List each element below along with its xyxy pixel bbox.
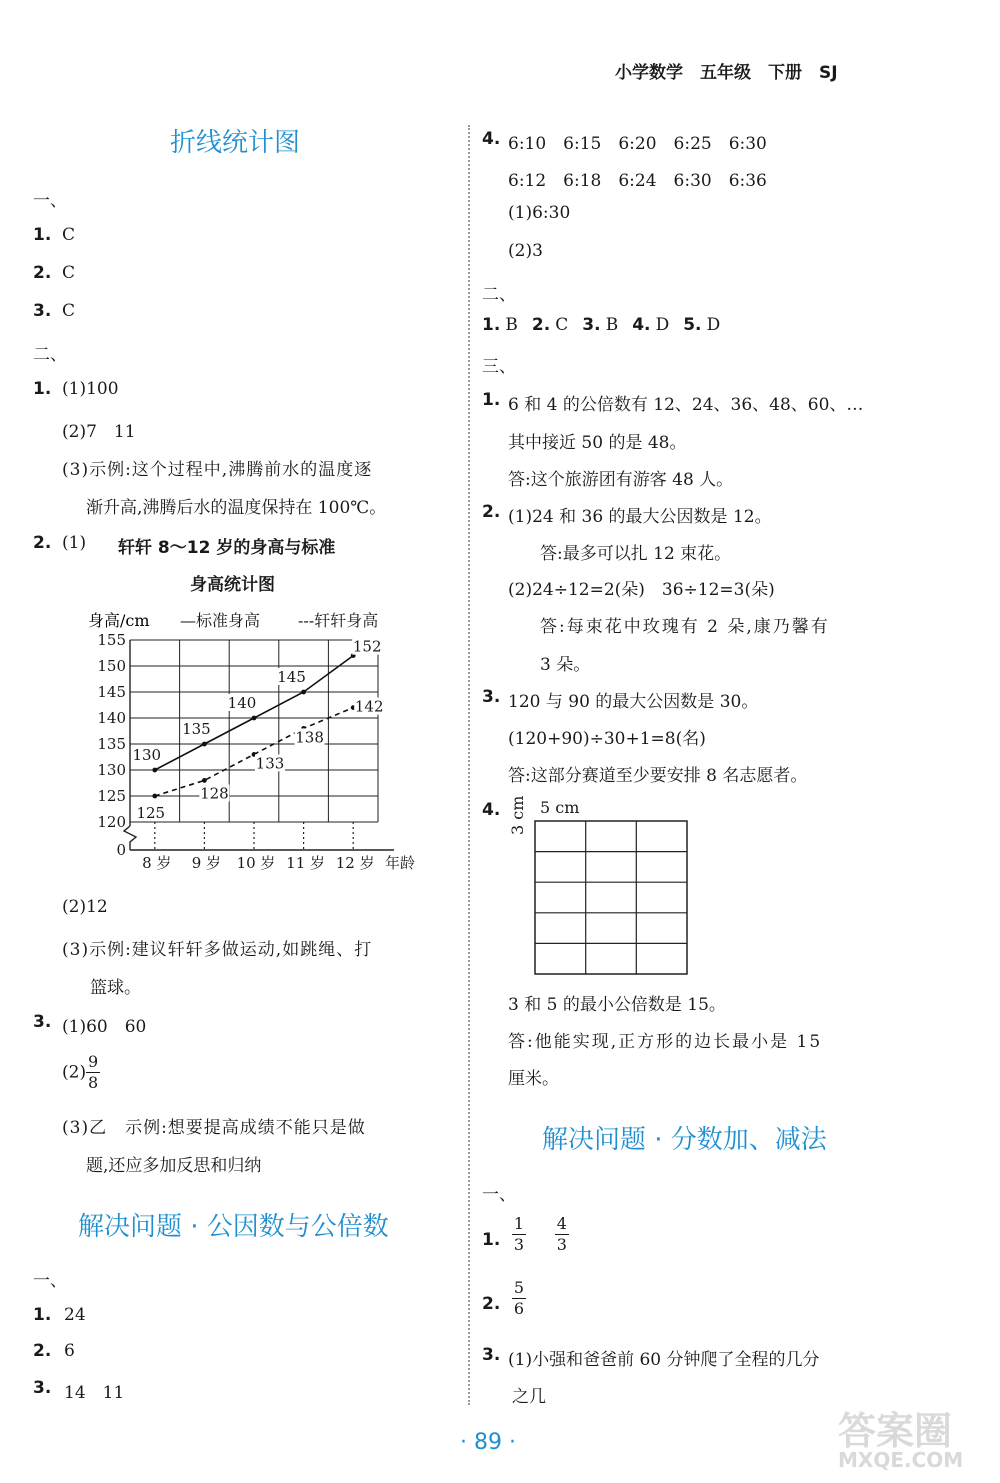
data-point: [152, 768, 157, 773]
answer: (1)小强和爸爸前 60 分钟爬了全程的几分: [508, 1350, 820, 1370]
question-number: 3.: [33, 1378, 52, 1398]
legend-entry: ---轩轩身高: [298, 611, 379, 630]
watermark-logo: 答案圈: [838, 1409, 953, 1453]
answer: C: [62, 301, 76, 321]
y-tick-label: 150: [97, 657, 126, 675]
data-label: 145: [277, 668, 306, 686]
answer: 3 朵。: [540, 655, 591, 675]
answer: (1)60 60: [62, 1017, 147, 1037]
part-heading: 三、: [482, 357, 516, 377]
answer: C: [62, 263, 76, 283]
question-number: 2.: [33, 263, 52, 283]
x-tick-label: 11 岁: [286, 854, 326, 872]
x-tick-label: 10 岁: [236, 854, 276, 872]
part-heading: 一、: [33, 191, 67, 211]
page-header: 小学数学 五年级 下册 SJ: [615, 63, 838, 83]
question-number: 4.: [482, 129, 501, 149]
answer: 篮球。: [90, 978, 141, 998]
answer-fraction: $\frac{1}{3}$ $\frac{4}{3}$: [513, 1214, 567, 1254]
answer: 题,还应多加反思和归纳: [86, 1156, 262, 1176]
answer: (1): [62, 533, 87, 553]
data-label: 125: [136, 804, 166, 822]
data-label: 142: [354, 697, 384, 716]
data-label: 130: [132, 746, 162, 764]
answer: 3 和 5 的最小公倍数是 15。: [508, 995, 726, 1015]
data-label: 152: [352, 637, 382, 656]
question-number: 1.: [33, 379, 52, 399]
y-tick-label: 120: [97, 813, 126, 831]
answer: 渐升高,沸腾后水的温度保持在 100℃。: [86, 498, 387, 518]
data-point: [202, 742, 207, 747]
answer: 6:12 6:18 6:24 6:30 6:36: [508, 171, 767, 191]
answer-fraction: $\frac{5}{6}$: [513, 1278, 525, 1318]
question-number: 3.: [482, 1345, 501, 1365]
column-divider: [468, 125, 470, 1405]
answer: (1)24 和 36 的最大公因数是 12。: [508, 507, 772, 527]
y-tick-label: 130: [97, 761, 126, 779]
x-tick-label: 12 岁: [335, 854, 375, 872]
answer: (120+90)÷30+1=8(名): [508, 729, 706, 749]
legend-entry: —标准身高: [180, 611, 261, 630]
x-axis-label: 年龄: [384, 854, 416, 872]
y-tick-label: 145: [97, 683, 126, 701]
answer: 6 和 4 的公倍数有 12、24、36、48、60、…: [508, 395, 864, 415]
grid-height-label: 3 cm: [508, 795, 527, 835]
data-label: 128: [200, 784, 229, 803]
y-tick-label: 155: [97, 631, 126, 649]
question-number: 3.: [33, 1012, 52, 1032]
answer-fraction: (2) $\frac{9}{8}$: [62, 1052, 99, 1092]
y-tick-label: 140: [97, 709, 126, 727]
answer: 6: [64, 1341, 75, 1361]
data-point: [152, 794, 157, 799]
watermark-url: MXQE.COM: [838, 1448, 964, 1472]
part-heading: 二、: [482, 285, 516, 305]
answer: (2)3: [508, 241, 543, 261]
answer: (1)6:30: [508, 203, 571, 223]
answer: (1)100: [62, 379, 119, 399]
data-label: 135: [182, 720, 211, 738]
answer: (2)7 11: [62, 422, 136, 442]
answer: 6:10 6:15 6:20 6:25 6:30: [508, 134, 767, 154]
question-number: 1.: [33, 1305, 52, 1325]
question-number: 2.: [482, 1294, 501, 1314]
answer: (2)12: [62, 897, 108, 917]
section-title-line-chart: 折线统计图: [170, 128, 301, 158]
section-title-factors-multiples: 解决问题 · 公因数与公倍数: [78, 1212, 389, 1242]
data-point: [301, 690, 306, 695]
answer: 厘米。: [508, 1069, 559, 1089]
answer: (3)示例:这个过程中,沸腾前水的温度逐: [62, 460, 373, 480]
question-number: 4.: [482, 800, 501, 820]
part-heading: 一、: [33, 1271, 67, 1291]
answer: 答:最多可以扎 12 束花。: [540, 544, 732, 564]
question-number: 1.: [33, 225, 52, 245]
multiple-choice-answers: 1. B 2. C 3. B 4. D 5. D: [482, 315, 721, 335]
part-heading: 一、: [482, 1185, 516, 1205]
answer: 答:这部分赛道至少要安排 8 名志愿者。: [508, 766, 808, 786]
data-point: [202, 778, 207, 783]
height-line-chart: [80, 600, 420, 880]
question-number: 3.: [482, 687, 501, 707]
y-tick-label: 0: [116, 841, 126, 859]
question-number: 1.: [482, 1230, 501, 1250]
chart-title-line2: 身高统计图: [190, 575, 275, 595]
data-label: 140: [227, 694, 257, 712]
answer: 120 与 90 的最大公因数是 30。: [508, 692, 759, 712]
data-point: [252, 716, 257, 721]
y-tick-label: 125: [97, 787, 126, 805]
page-number: · 89 ·: [460, 1430, 516, 1455]
answer: 之几: [512, 1387, 546, 1407]
answer: 答:每束花中玫瑰有 2 朵,康乃馨有: [540, 617, 830, 637]
question-number: 2.: [482, 502, 501, 522]
rectangle-grid: [534, 820, 690, 976]
part-heading: 二、: [33, 345, 67, 365]
x-tick-label: 8 岁: [142, 854, 172, 872]
data-label: 138: [295, 728, 324, 747]
answer: 答:这个旅游团有游客 48 人。: [508, 470, 734, 490]
answer: 24: [64, 1305, 86, 1325]
answer: (2)24÷12=2(朵) 36÷12=3(朵): [508, 580, 775, 600]
y-tick-label: 135: [97, 735, 126, 753]
question-number: 2.: [33, 533, 52, 553]
answer: 14 11: [64, 1383, 125, 1403]
answer: 其中接近 50 的是 48。: [508, 433, 687, 453]
y-axis-label: 身高/cm: [88, 611, 150, 630]
answer: 答:他能实现,正方形的边长最小是 15: [508, 1032, 823, 1052]
answer: C: [62, 225, 76, 245]
answer: (3)示例:建议轩轩多做运动,如跳绳、打: [62, 940, 373, 960]
data-label: 133: [255, 754, 285, 773]
question-number: 3.: [33, 301, 52, 321]
x-tick-label: 9 岁: [191, 854, 222, 872]
answer: (3)乙 示例:想要提高成绩不能只是做: [62, 1118, 366, 1138]
question-number: 2.: [33, 1341, 52, 1361]
chart-title-line1: 轩轩 8～12 岁的身高与标准: [118, 538, 336, 558]
grid-width-label: 5 cm: [540, 798, 580, 817]
question-number: 1.: [482, 390, 501, 410]
section-title-fraction-add-subtract: 解决问题 · 分数加、减法: [542, 1125, 827, 1155]
